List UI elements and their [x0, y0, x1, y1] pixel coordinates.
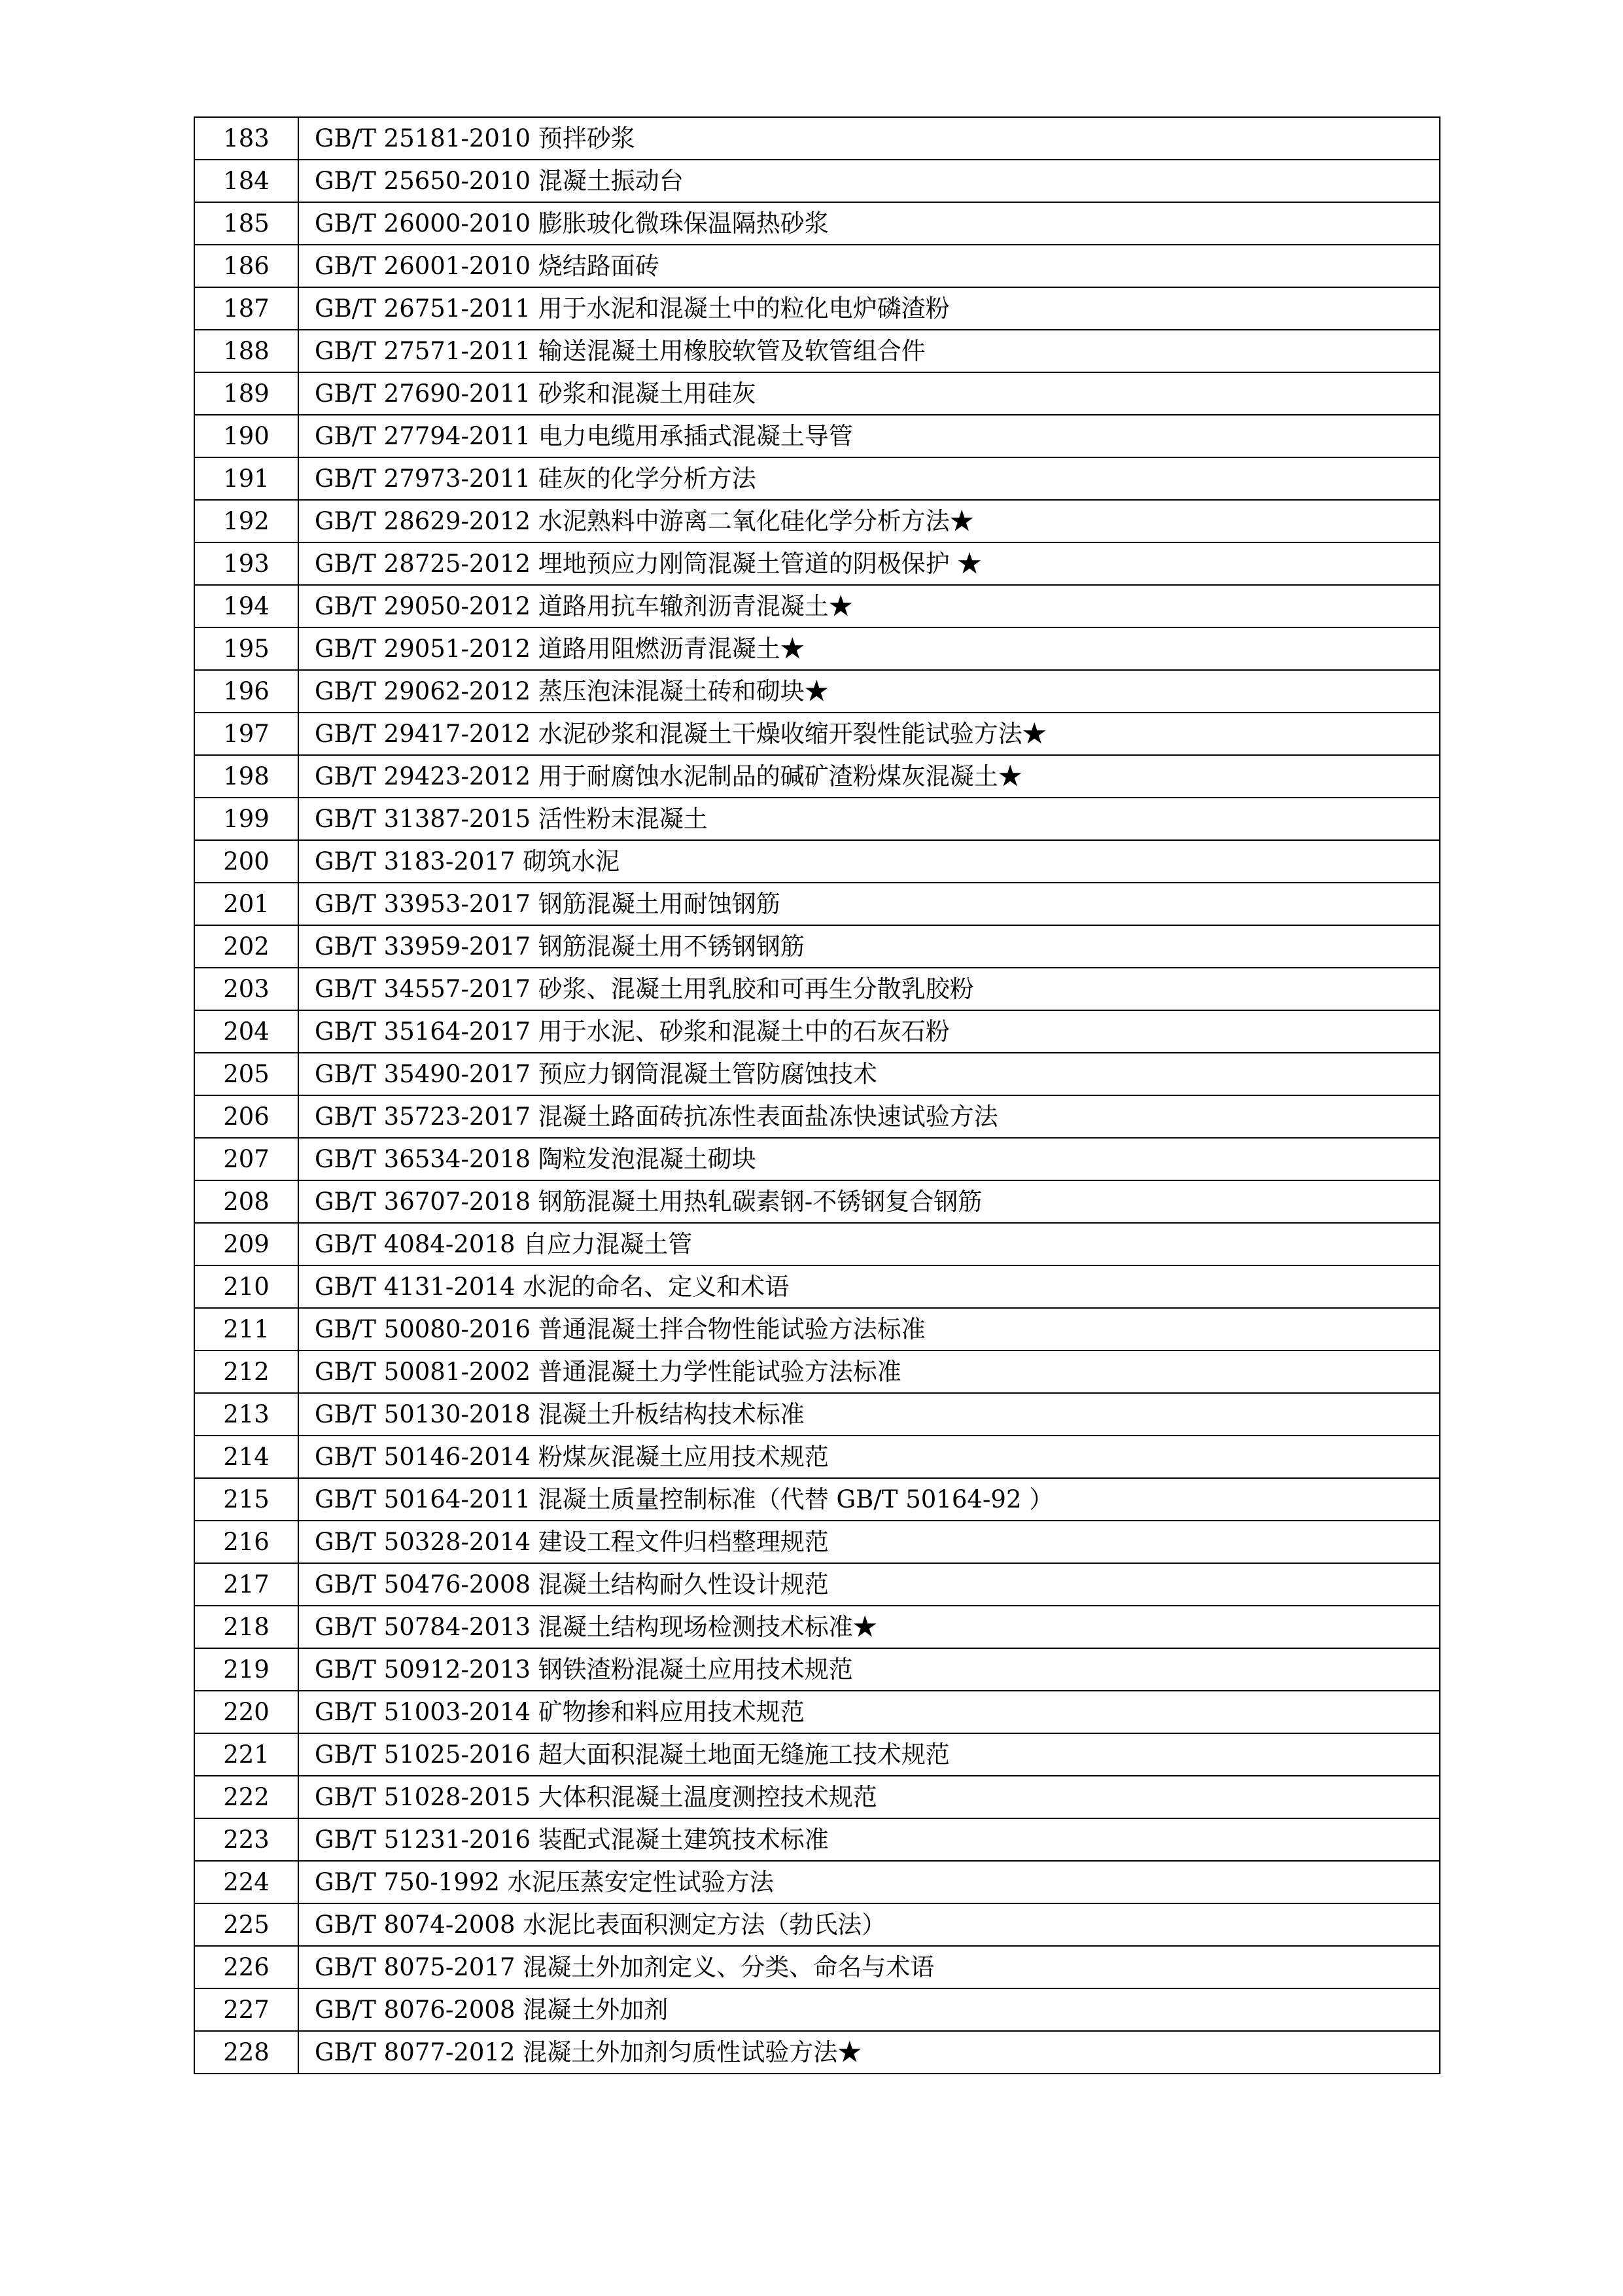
standard-title: GB/T 29062-2012 蒸压泡沫混凝土砖和砌块★ — [298, 670, 1440, 713]
row-number: 191 — [194, 457, 298, 500]
standards-table-body — [194, 117, 1440, 2074]
row-number: 183 — [194, 117, 298, 160]
standard-title: GB/T 8076-2008 混凝土外加剂 — [298, 1988, 1440, 2031]
table-row — [194, 245, 1440, 287]
table-row — [194, 1308, 1440, 1351]
table-row — [194, 840, 1440, 883]
standard-title: GB/T 29423-2012 用于耐腐蚀水泥制品的碱矿渣粉煤灰混凝土★ — [298, 755, 1440, 798]
row-number: 206 — [194, 1095, 298, 1138]
table-row — [194, 160, 1440, 202]
row-number: 187 — [194, 287, 298, 330]
standard-title: GB/T 34557-2017 砂浆、混凝土用乳胶和可再生分散乳胶粉 — [298, 968, 1440, 1010]
table-row — [194, 202, 1440, 245]
table-row — [194, 1903, 1440, 1946]
table-row — [194, 457, 1440, 500]
table-row — [194, 1095, 1440, 1138]
row-number: 208 — [194, 1180, 298, 1223]
row-number: 210 — [194, 1265, 298, 1308]
standard-title: GB/T 50164-2011 混凝土质量控制标准（代替 GB/T 50164-92 ） — [298, 1478, 1440, 1521]
row-number: 204 — [194, 1010, 298, 1053]
row-number: 214 — [194, 1436, 298, 1478]
table-row — [194, 117, 1440, 160]
row-number: 216 — [194, 1521, 298, 1563]
row-number: 205 — [194, 1053, 298, 1095]
standard-title: GB/T 35723-2017 混凝土路面砖抗冻性表面盐冻快速试验方法 — [298, 1095, 1440, 1138]
table-row — [194, 713, 1440, 755]
table-row — [194, 1776, 1440, 1818]
table-row — [194, 755, 1440, 798]
table-row — [194, 1606, 1440, 1648]
table-row — [194, 1393, 1440, 1436]
table-row — [194, 1648, 1440, 1691]
table-row — [194, 1988, 1440, 2031]
row-number: 197 — [194, 713, 298, 755]
table-row — [194, 1733, 1440, 1776]
row-number: 217 — [194, 1563, 298, 1606]
row-number: 190 — [194, 415, 298, 457]
standard-title: GB/T 50130-2018 混凝土升板结构技术标准 — [298, 1393, 1440, 1436]
row-number: 202 — [194, 925, 298, 968]
table-row — [194, 500, 1440, 542]
table-row — [194, 1563, 1440, 1606]
row-number: 215 — [194, 1478, 298, 1521]
table-row — [194, 968, 1440, 1010]
row-number: 192 — [194, 500, 298, 542]
row-number: 196 — [194, 670, 298, 713]
table-row — [194, 1351, 1440, 1393]
row-number: 194 — [194, 585, 298, 627]
standard-title: GB/T 29417-2012 水泥砂浆和混凝土干燥收缩开裂性能试验方法★ — [298, 713, 1440, 755]
standard-title: GB/T 27973-2011 硅灰的化学分析方法 — [298, 457, 1440, 500]
table-row — [194, 883, 1440, 925]
standard-title: GB/T 51231-2016 装配式混凝土建筑技术标准 — [298, 1818, 1440, 1861]
table-row — [194, 1223, 1440, 1265]
table-row — [194, 670, 1440, 713]
row-number: 199 — [194, 798, 298, 840]
standard-title: GB/T 50081-2002 普通混凝土力学性能试验方法标准 — [298, 1351, 1440, 1393]
row-number: 224 — [194, 1861, 298, 1903]
standard-title: GB/T 26000-2010 膨胀玻化微珠保温隔热砂浆 — [298, 202, 1440, 245]
standard-title: GB/T 4131-2014 水泥的命名、定义和术语 — [298, 1265, 1440, 1308]
standard-title: GB/T 3183-2017 砌筑水泥 — [298, 840, 1440, 883]
standard-title: GB/T 8074-2008 水泥比表面积测定方法（勃氏法） — [298, 1903, 1440, 1946]
row-number: 200 — [194, 840, 298, 883]
table-row — [194, 1138, 1440, 1180]
standard-title: GB/T 31387-2015 活性粉末混凝土 — [298, 798, 1440, 840]
standard-title: GB/T 27690-2011 砂浆和混凝土用硅灰 — [298, 372, 1440, 415]
standard-title: GB/T 29050-2012 道路用抗车辙剂沥青混凝土★ — [298, 585, 1440, 627]
table-row — [194, 542, 1440, 585]
row-number: 188 — [194, 330, 298, 372]
standard-title: GB/T 51025-2016 超大面积混凝土地面无缝施工技术规范 — [298, 1733, 1440, 1776]
standard-title: GB/T 27794-2011 电力电缆用承插式混凝土导管 — [298, 415, 1440, 457]
row-number: 223 — [194, 1818, 298, 1861]
standard-title: GB/T 4084-2018 自应力混凝土管 — [298, 1223, 1440, 1265]
table-row — [194, 372, 1440, 415]
row-number: 185 — [194, 202, 298, 245]
row-number: 186 — [194, 245, 298, 287]
row-number: 203 — [194, 968, 298, 1010]
standard-title: GB/T 50784-2013 混凝土结构现场检测技术标准★ — [298, 1606, 1440, 1648]
table-row — [194, 585, 1440, 627]
row-number: 184 — [194, 160, 298, 202]
table-row — [194, 1861, 1440, 1903]
standard-title: GB/T 27571-2011 输送混凝土用橡胶软管及软管组合件 — [298, 330, 1440, 372]
table-row — [194, 1180, 1440, 1223]
table-row — [194, 1818, 1440, 1861]
standard-title: GB/T 50080-2016 普通混凝土拌合物性能试验方法标准 — [298, 1308, 1440, 1351]
table-row — [194, 925, 1440, 968]
row-number: 211 — [194, 1308, 298, 1351]
table-row — [194, 1691, 1440, 1733]
table-row — [194, 330, 1440, 372]
row-number: 193 — [194, 542, 298, 585]
table-row — [194, 1436, 1440, 1478]
row-number: 198 — [194, 755, 298, 798]
table-row — [194, 1521, 1440, 1563]
standard-title: GB/T 29051-2012 道路用阻燃沥青混凝土★ — [298, 627, 1440, 670]
standard-title: GB/T 35164-2017 用于水泥、砂浆和混凝土中的石灰石粉 — [298, 1010, 1440, 1053]
standard-title: GB/T 50328-2014 建设工程文件归档整理规范 — [298, 1521, 1440, 1563]
standard-title: GB/T 36534-2018 陶粒发泡混凝土砌块 — [298, 1138, 1440, 1180]
row-number: 213 — [194, 1393, 298, 1436]
standard-title: GB/T 33953-2017 钢筋混凝土用耐蚀钢筋 — [298, 883, 1440, 925]
table-row — [194, 627, 1440, 670]
row-number: 207 — [194, 1138, 298, 1180]
row-number: 212 — [194, 1351, 298, 1393]
table-row — [194, 1265, 1440, 1308]
table-row — [194, 1478, 1440, 1521]
standard-title: GB/T 8075-2017 混凝土外加剂定义、分类、命名与术语 — [298, 1946, 1440, 1988]
standard-title: GB/T 51028-2015 大体积混凝土温度测控技术规范 — [298, 1776, 1440, 1818]
row-number: 218 — [194, 1606, 298, 1648]
standard-title: GB/T 33959-2017 钢筋混凝土用不锈钢钢筋 — [298, 925, 1440, 968]
standard-title: GB/T 50146-2014 粉煤灰混凝土应用技术规范 — [298, 1436, 1440, 1478]
row-number: 227 — [194, 1988, 298, 2031]
row-number: 220 — [194, 1691, 298, 1733]
standard-title: GB/T 28725-2012 埋地预应力刚筒混凝土管道的阴极保护 ★ — [298, 542, 1440, 585]
row-number: 195 — [194, 627, 298, 670]
table-row — [194, 1946, 1440, 1988]
standard-title: GB/T 8077-2012 混凝土外加剂匀质性试验方法★ — [298, 2031, 1440, 2074]
row-number: 219 — [194, 1648, 298, 1691]
standard-title: GB/T 50912-2013 钢铁渣粉混凝土应用技术规范 — [298, 1648, 1440, 1691]
row-number: 225 — [194, 1903, 298, 1946]
table-row — [194, 415, 1440, 457]
table-row — [194, 2031, 1440, 2074]
standard-title: GB/T 28629-2012 水泥熟料中游离二氧化硅化学分析方法★ — [298, 500, 1440, 542]
standard-title: GB/T 26001-2010 烧结路面砖 — [298, 245, 1440, 287]
row-number: 228 — [194, 2031, 298, 2074]
row-number: 201 — [194, 883, 298, 925]
table-row — [194, 798, 1440, 840]
row-number: 209 — [194, 1223, 298, 1265]
row-number: 226 — [194, 1946, 298, 1988]
standard-title: GB/T 25181-2010 预拌砂浆 — [298, 117, 1440, 160]
standard-title: GB/T 750-1992 水泥压蒸安定性试验方法 — [298, 1861, 1440, 1903]
table-row — [194, 1010, 1440, 1053]
standards-table — [194, 116, 1440, 2074]
row-number: 221 — [194, 1733, 298, 1776]
standard-title: GB/T 25650-2010 混凝土振动台 — [298, 160, 1440, 202]
standard-title: GB/T 50476-2008 混凝土结构耐久性设计规范 — [298, 1563, 1440, 1606]
standard-title: GB/T 35490-2017 预应力钢筒混凝土管防腐蚀技术 — [298, 1053, 1440, 1095]
row-number: 189 — [194, 372, 298, 415]
table-row — [194, 287, 1440, 330]
row-number: 222 — [194, 1776, 298, 1818]
table-row — [194, 1053, 1440, 1095]
standard-title: GB/T 26751-2011 用于水泥和混凝土中的粒化电炉磷渣粉 — [298, 287, 1440, 330]
standard-title: GB/T 51003-2014 矿物掺和料应用技术规范 — [298, 1691, 1440, 1733]
standard-title: GB/T 36707-2018 钢筋混凝土用热轧碳素钢-不锈钢复合钢筋 — [298, 1180, 1440, 1223]
